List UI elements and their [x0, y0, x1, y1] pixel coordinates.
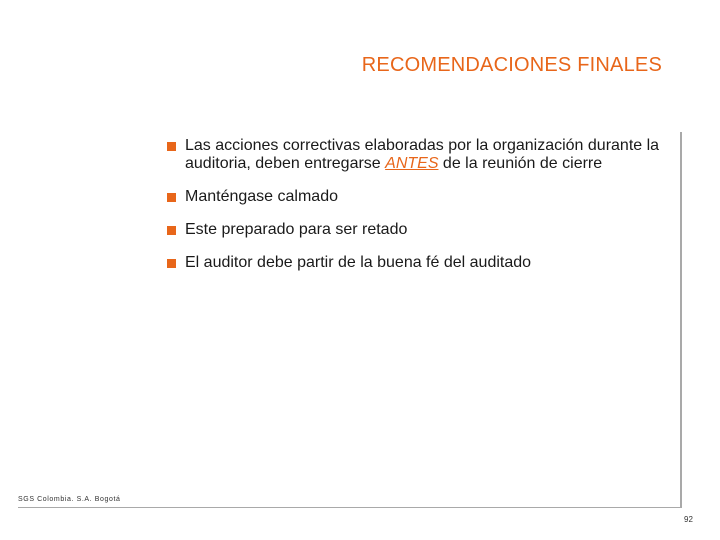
footer-divider	[18, 507, 680, 508]
page-number: 92	[684, 515, 693, 524]
bullet-square-icon	[167, 193, 176, 202]
bullet-item	[166, 137, 671, 173]
footer-company-name: SGS Colombia. S.A. Bogotá	[18, 496, 121, 503]
bullet-square-icon	[167, 226, 176, 235]
bullet-square-icon	[167, 142, 176, 151]
right-divider	[680, 132, 682, 508]
bullet-text: Manténgase calmado	[185, 188, 338, 205]
bullet-square-icon	[167, 259, 176, 268]
bullet-text: El auditor debe partir de la buena fé del auditado	[185, 254, 532, 271]
bullet-item	[166, 254, 671, 272]
bullet-item	[166, 188, 671, 206]
bullet-text: Las acciones correctivas elaboradas por la organización durante la auditoria, deben entregarse	[185, 137, 660, 172]
bullet-text: Este preparado para ser retado	[185, 221, 408, 238]
bullet-list	[166, 137, 671, 287]
bullet-text-continued: de la reunión de cierre	[438, 155, 603, 172]
slide-title: RECOMENDACIONES FINALES	[361, 54, 662, 76]
emphasis-antes: ANTES	[385, 155, 439, 172]
bullet-item	[166, 221, 671, 239]
